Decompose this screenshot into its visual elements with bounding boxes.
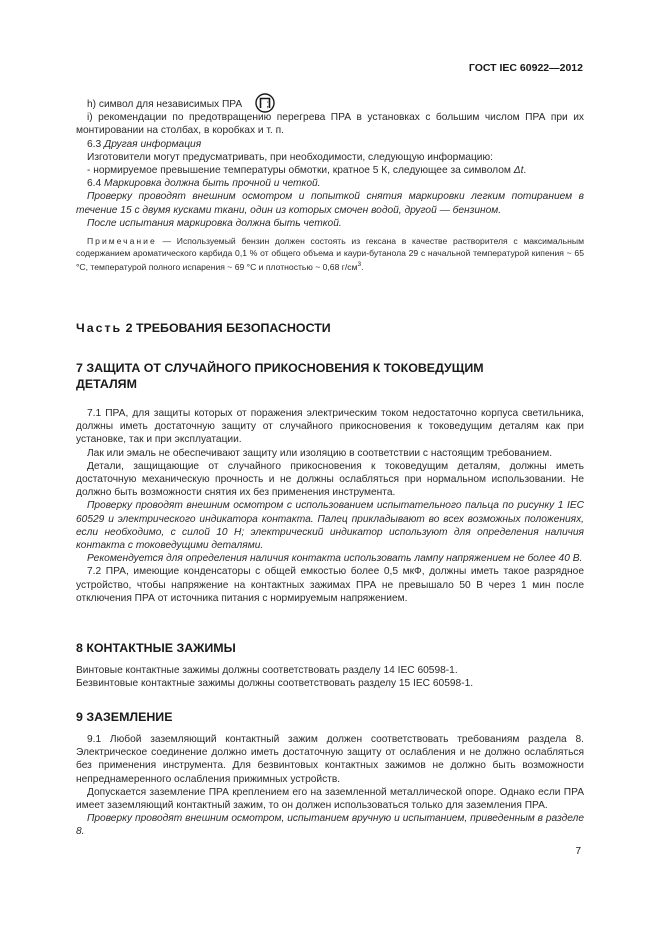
section-8-screwless: Безвинтовые контактные зажимы должны соответствовать разделу 15 IEC 60598-1. [76, 678, 474, 690]
item-i: i) рекомендации по предотвращению перегрева ПРА в установках с большим числом ПРА при их монтировании на столбах, в коробках и т. п. [76, 112, 584, 137]
section-6-3-item: - нормируемое превышение температуры обмотки, кратное 5 К, следующее за символом Δt. [87, 165, 527, 177]
section-8-body [76, 664, 584, 690]
section-7-2: 7.2 ПРА, имеющие конденсаторы с общей емкостью более 0,5 мкФ, должны иметь такое разрядное устройство, чтобы напряжение на контактных зажимах ПРА не превышало 50 В через 1 мин после отключения ПРА от источника питания с нормируемым напряжением. [76, 566, 584, 604]
section-8-heading: 8 КОНТАКТНЫЕ ЗАЖИМЫ [76, 641, 236, 655]
section-6-4-heading: 6.4 Маркировка должна быть прочной и четкой. [87, 178, 321, 190]
part-2-heading: Часть 2 ТРЕБОВАНИЯ БЕЗОПАСНОСТИ [76, 321, 331, 335]
check-text-1: Проверку проводят внешним осмотром и попыткой снятия маркировки легким потиранием в течение 15 с двумя кусками ткани, один из которых смочен водой, другой — бензином. [76, 191, 584, 216]
check-text-2: После испытания маркировка должна быть четкой. [87, 217, 342, 229]
section-7-body [76, 407, 584, 605]
section-9-support: Допускается заземление ПРА креплением его на заземленной металлической опоре. Однако если ПРА имеет заземляющий контактный зажим, то он должен использоваться только для заземления ПРА. [76, 786, 584, 812]
section-7-parts: Детали, защищающие от случайного прикосновения к токоведущим деталям, должны иметь достаточную механическую прочность и не должны ослабляться при нормальном использовании. Не должно быть возможности снятия их без применения инструмента. [76, 460, 584, 499]
item-h: h) символ для независимых ПРА ; [76, 98, 584, 111]
note: Примечание — Используемый бензин должен состоять из гексана в качестве растворителя с максимальным содержанием ароматического карбида 0,1 % от общего объема и каури-бутанола 29 с начальной температурой кипения ~ 65 °С, температурой полного испарения ~ 69 °С и плотностью ~ 0,68 $г/см^3$. [76, 236, 584, 272]
section-8-screw: Винтовые контактные зажимы должны соответствовать разделу 14 IEC 60598-1. [76, 665, 458, 676]
document-id: ГОСТ IEC 60922—2012 [468, 62, 583, 74]
section-9-body [76, 733, 584, 839]
section-7-1: 7.1 ПРА, для защиты которых от поражения электрическим током недостаточно корпуса светильника, должны иметь достаточную защиту от случайного прикосновения к токоведущим деталям как при установке, так и при эксплуатации. [76, 408, 584, 446]
section-7-lacquer: Лак или эмаль не обеспечивают защиту или изоляцию в соответствии с настоящим требованием. [87, 447, 553, 459]
section-9-1: 9.1 Любой заземляющий контактный зажим должен соответствовать требованиям раздела 8. Электрическое соединение должно иметь достаточную защиту от ослабления и не должно ослабляться без применения инструмента. Для безвинтовых контактных зажимов не должно быть возможности непреднамеренного ослабления прижимных устройств. [76, 734, 584, 785]
top-section [76, 98, 584, 273]
section-6-3-text: Изготовители могут предусматривать, при необходимости, следующую информацию: [87, 151, 493, 163]
section-7-recommend: Рекомендуется для определения наличия контакта использовать лампу напряжением не более 40 В. [87, 553, 583, 565]
page-number: 7 [575, 846, 581, 857]
section-6-3-heading: 6.3 Другая информация [87, 138, 202, 150]
section-7-check: Проверку проводят внешним осмотром с использованием испытательного пальца по рисунку 1 IEC 60529 и электрического индикатора контакта. Палец прикладывают во всех возможных положениях, если необходимо, с силой 10 Н; электрический индикатор используют для определения наличия контакта с токоведущими деталями. [76, 500, 584, 552]
section-7-heading: 7 ЗАЩИТА ОТ СЛУЧАЙНОГО ПРИКОСНОВЕНИЯ К ТОКОВЕДУЩИМ ДЕТАЛЯМ [76, 361, 484, 391]
section-9-check: Проверку проводят внешним осмотром, испытанием вручную и испытанием, приведенным в разделе 8. [76, 813, 584, 838]
section-9-heading: 9 ЗАЗЕМЛЕНИЕ [76, 710, 173, 724]
